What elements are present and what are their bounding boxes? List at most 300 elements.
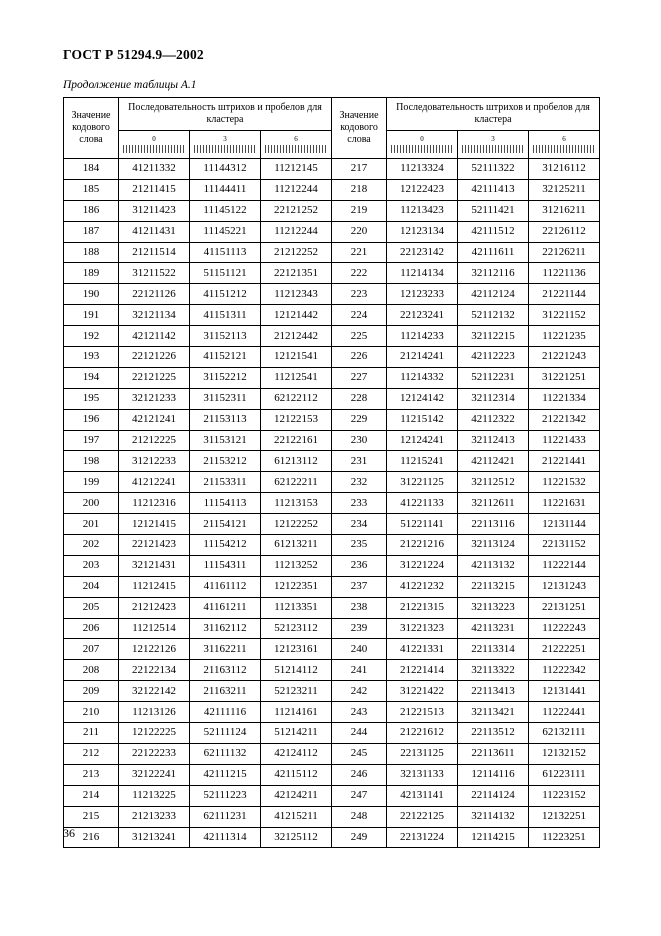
code-value-cell: 227 [332, 367, 387, 388]
table-row [64, 409, 600, 430]
pattern-cell: 41161112 [190, 576, 261, 597]
table-row [64, 702, 600, 723]
pattern-cell: 32121134 [119, 305, 190, 326]
pattern-cell: 52112231 [458, 367, 529, 388]
pattern-cell: 22131224 [387, 827, 458, 848]
table-row [64, 347, 600, 368]
code-value-cell: 243 [332, 702, 387, 723]
pattern-cell: 41221331 [387, 639, 458, 660]
pattern-cell: 21221315 [387, 597, 458, 618]
pattern-cell: 11212244 [261, 221, 332, 242]
pattern-cell: 21212252 [261, 242, 332, 263]
pattern-cell: 21163211 [190, 681, 261, 702]
pattern-cell: 21221144 [529, 284, 600, 305]
pattern-cell: 61213211 [261, 535, 332, 556]
pattern-cell: 21221414 [387, 660, 458, 681]
bar-pattern-icon [194, 145, 256, 153]
pattern-cell: 11213324 [387, 159, 458, 180]
pattern-cell: 52111124 [190, 723, 261, 744]
pattern-cell: 12123134 [387, 221, 458, 242]
pattern-cell: 11145221 [190, 221, 261, 242]
code-value-cell: 211 [64, 723, 119, 744]
pattern-cell: 42111512 [458, 221, 529, 242]
code-value-cell: 249 [332, 827, 387, 848]
pattern-cell: 12122225 [119, 723, 190, 744]
bar-space-header-left: Последовательность штрихов и пробелов для кластера [119, 98, 332, 131]
pattern-cell: 31221422 [387, 681, 458, 702]
pattern-cell: 32125211 [529, 179, 600, 200]
pattern-cell: 21213233 [119, 806, 190, 827]
pattern-cell: 41151113 [190, 242, 261, 263]
pattern-cell: 22113611 [458, 743, 529, 764]
code-value-cell: 246 [332, 764, 387, 785]
pattern-cell: 11154311 [190, 555, 261, 576]
pattern-cell: 42111611 [458, 242, 529, 263]
pattern-cell: 11212415 [119, 576, 190, 597]
pattern-cell: 12124241 [387, 430, 458, 451]
pattern-cell: 21222251 [529, 639, 600, 660]
table-row [64, 451, 600, 472]
pattern-cell: 52112132 [458, 305, 529, 326]
pattern-cell: 12122423 [387, 179, 458, 200]
pattern-cell: 31221224 [387, 555, 458, 576]
pattern-cell: 51221141 [387, 514, 458, 535]
pattern-cell: 31212233 [119, 451, 190, 472]
bar-space-header-right: Последовательность штрихов и пробелов для кластера [387, 98, 600, 131]
pattern-cell: 12123161 [261, 639, 332, 660]
code-value-cell: 234 [332, 514, 387, 535]
table-row [64, 388, 600, 409]
pattern-cell: 22126211 [529, 242, 600, 263]
pattern-cell: 51214211 [261, 723, 332, 744]
pattern-cell: 11215241 [387, 451, 458, 472]
cluster-header [261, 131, 332, 159]
table-row [64, 597, 600, 618]
pattern-cell: 11212514 [119, 618, 190, 639]
code-value-cell: 228 [332, 388, 387, 409]
pattern-cell: 12114116 [458, 764, 529, 785]
pattern-cell: 32112215 [458, 326, 529, 347]
cluster-label: 0 [152, 135, 156, 143]
pattern-cell: 22113512 [458, 723, 529, 744]
pattern-cell: 11221631 [529, 493, 600, 514]
pattern-cell: 31153121 [190, 430, 261, 451]
table-row [64, 514, 600, 535]
code-value-cell: 185 [64, 179, 119, 200]
table-row [64, 535, 600, 556]
pattern-cell: 22122161 [261, 430, 332, 451]
pattern-cell: 51151121 [190, 263, 261, 284]
table-row [64, 263, 600, 284]
pattern-cell: 11144411 [190, 179, 261, 200]
pattern-cell: 11222243 [529, 618, 600, 639]
pattern-cell: 62111231 [190, 806, 261, 827]
code-value-cell: 191 [64, 305, 119, 326]
code-value-cell: 216 [64, 827, 119, 848]
code-value-cell: 201 [64, 514, 119, 535]
bar-pattern-icon [533, 145, 595, 153]
pattern-cell: 42111116 [190, 702, 261, 723]
pattern-cell: 21214241 [387, 347, 458, 368]
code-value-cell: 237 [332, 576, 387, 597]
table-caption: Продолжение таблицы А.1 [63, 79, 197, 91]
pattern-cell: 22121225 [119, 367, 190, 388]
table-row [64, 639, 600, 660]
table-row [64, 179, 600, 200]
cluster-label: 6 [562, 135, 566, 143]
pattern-cell: 31152113 [190, 326, 261, 347]
pattern-cell: 41161211 [190, 597, 261, 618]
pattern-cell: 31221251 [529, 367, 600, 388]
table-row [64, 723, 600, 744]
pattern-cell: 22131152 [529, 535, 600, 556]
pattern-cell: 11222144 [529, 555, 600, 576]
pattern-cell: 22113116 [458, 514, 529, 535]
code-value-cell: 218 [332, 179, 387, 200]
code-value-cell: 215 [64, 806, 119, 827]
pattern-cell: 32131133 [387, 764, 458, 785]
pattern-cell: 32113223 [458, 597, 529, 618]
code-value-cell: 225 [332, 326, 387, 347]
table-row [64, 472, 600, 493]
pattern-cell: 21153212 [190, 451, 261, 472]
code-value-cell: 221 [332, 242, 387, 263]
code-value-cell: 196 [64, 409, 119, 430]
pattern-cell: 31211522 [119, 263, 190, 284]
table-row [64, 827, 600, 848]
pattern-cell: 32122142 [119, 681, 190, 702]
pattern-cell: 12124142 [387, 388, 458, 409]
pattern-cell: 42121142 [119, 326, 190, 347]
pattern-cell: 42112421 [458, 451, 529, 472]
pattern-cell: 41212241 [119, 472, 190, 493]
pattern-cell: 11144312 [190, 159, 261, 180]
pattern-cell: 11213423 [387, 200, 458, 221]
pattern-cell: 21154121 [190, 514, 261, 535]
pattern-cell: 21221612 [387, 723, 458, 744]
page-number: 36 [63, 826, 75, 840]
pattern-cell: 32112413 [458, 430, 529, 451]
pattern-cell: 61213112 [261, 451, 332, 472]
pattern-cell: 11221532 [529, 472, 600, 493]
cluster-header [458, 131, 529, 159]
pattern-cell: 52111421 [458, 200, 529, 221]
pattern-cell: 12132152 [529, 743, 600, 764]
table-row [64, 284, 600, 305]
table-row [64, 576, 600, 597]
pattern-cell: 41221133 [387, 493, 458, 514]
pattern-cell: 21221513 [387, 702, 458, 723]
code-value-cell: 200 [64, 493, 119, 514]
table-row [64, 159, 600, 180]
pattern-cell: 31221125 [387, 472, 458, 493]
code-value-cell: 208 [64, 660, 119, 681]
pattern-cell: 11212244 [261, 179, 332, 200]
pattern-cell: 42131141 [387, 785, 458, 806]
pattern-cell: 31221152 [529, 305, 600, 326]
pattern-cell: 32125112 [261, 827, 332, 848]
pattern-cell: 22114124 [458, 785, 529, 806]
pattern-cell: 21221216 [387, 535, 458, 556]
pattern-cell: 22121351 [261, 263, 332, 284]
pattern-cell: 42112124 [458, 284, 529, 305]
pattern-cell: 12132251 [529, 806, 600, 827]
pattern-cell: 31216112 [529, 159, 600, 180]
cluster-label: 6 [294, 135, 298, 143]
cluster-label: 3 [491, 135, 495, 143]
pattern-cell: 42113132 [458, 555, 529, 576]
pattern-cell: 11214332 [387, 367, 458, 388]
code-value-cell: 210 [64, 702, 119, 723]
pattern-cell: 12122153 [261, 409, 332, 430]
pattern-cell: 12131243 [529, 576, 600, 597]
bar-pattern-icon [265, 145, 327, 153]
pattern-cell: 11222342 [529, 660, 600, 681]
cluster-header [119, 131, 190, 159]
pattern-cell: 31162112 [190, 618, 261, 639]
code-value-cell: 248 [332, 806, 387, 827]
pattern-cell: 31216211 [529, 200, 600, 221]
code-value-cell: 192 [64, 326, 119, 347]
pattern-cell: 31213241 [119, 827, 190, 848]
pattern-cell: 41152121 [190, 347, 261, 368]
pattern-cell: 22121226 [119, 347, 190, 368]
table-row [64, 200, 600, 221]
table-row [64, 618, 600, 639]
pattern-cell: 11222441 [529, 702, 600, 723]
pattern-cell: 11213225 [119, 785, 190, 806]
pattern-cell: 42111215 [190, 764, 261, 785]
code-value-cell: 213 [64, 764, 119, 785]
code-value-cell: 220 [332, 221, 387, 242]
pattern-cell: 42111314 [190, 827, 261, 848]
code-value-cell: 198 [64, 451, 119, 472]
code-value-cell: 195 [64, 388, 119, 409]
pattern-cell: 52111322 [458, 159, 529, 180]
pattern-cell: 11154212 [190, 535, 261, 556]
pattern-cell: 11214161 [261, 702, 332, 723]
code-value-header-right: Значение кодового слова [332, 98, 387, 159]
bar-pattern-icon [391, 145, 453, 153]
pattern-cell: 32121431 [119, 555, 190, 576]
code-value-cell: 245 [332, 743, 387, 764]
pattern-cell: 11214233 [387, 326, 458, 347]
code-value-cell: 240 [332, 639, 387, 660]
pattern-cell: 12121442 [261, 305, 332, 326]
pattern-cell: 11221235 [529, 326, 600, 347]
pattern-cell: 21153113 [190, 409, 261, 430]
code-value-cell: 222 [332, 263, 387, 284]
pattern-cell: 12122126 [119, 639, 190, 660]
pattern-cell: 11212316 [119, 493, 190, 514]
pattern-cell: 21211415 [119, 179, 190, 200]
pattern-cell: 52111223 [190, 785, 261, 806]
pattern-cell: 41151212 [190, 284, 261, 305]
code-value-cell: 247 [332, 785, 387, 806]
pattern-cell: 22122134 [119, 660, 190, 681]
table-row [64, 764, 600, 785]
pattern-cell: 62122112 [261, 388, 332, 409]
pattern-cell: 32114132 [458, 806, 529, 827]
pattern-cell: 11213153 [261, 493, 332, 514]
pattern-cell: 32112116 [458, 263, 529, 284]
pattern-cell: 22113314 [458, 639, 529, 660]
code-value-cell: 189 [64, 263, 119, 284]
pattern-cell: 11215142 [387, 409, 458, 430]
pattern-cell: 12121541 [261, 347, 332, 368]
cluster-header [190, 131, 261, 159]
pattern-cell: 42115112 [261, 764, 332, 785]
pattern-cell: 12131144 [529, 514, 600, 535]
pattern-cell: 42124211 [261, 785, 332, 806]
code-value-cell: 214 [64, 785, 119, 806]
code-value-cell: 203 [64, 555, 119, 576]
pattern-cell: 31162211 [190, 639, 261, 660]
pattern-cell: 41211431 [119, 221, 190, 242]
pattern-cell: 32112512 [458, 472, 529, 493]
pattern-cell: 22122233 [119, 743, 190, 764]
code-value-cell: 212 [64, 743, 119, 764]
pattern-cell: 42124112 [261, 743, 332, 764]
bar-pattern-icon [123, 145, 185, 153]
code-value-cell: 188 [64, 242, 119, 263]
code-value-cell: 223 [332, 284, 387, 305]
pattern-cell: 21163112 [190, 660, 261, 681]
pattern-cell: 31152212 [190, 367, 261, 388]
pattern-cell: 12131441 [529, 681, 600, 702]
code-value-cell: 226 [332, 347, 387, 368]
pattern-cell: 21221243 [529, 347, 600, 368]
pattern-cell: 11145122 [190, 200, 261, 221]
code-value-cell: 186 [64, 200, 119, 221]
pattern-cell: 32112314 [458, 388, 529, 409]
pattern-cell: 22113413 [458, 681, 529, 702]
table-row [64, 326, 600, 347]
pattern-cell: 11212145 [261, 159, 332, 180]
code-value-cell: 241 [332, 660, 387, 681]
code-value-cell: 204 [64, 576, 119, 597]
pattern-cell: 11213252 [261, 555, 332, 576]
pattern-cell: 32112611 [458, 493, 529, 514]
table-row [64, 681, 600, 702]
pattern-cell: 21221342 [529, 409, 600, 430]
pattern-cell: 22126112 [529, 221, 600, 242]
pattern-cell: 42113231 [458, 618, 529, 639]
code-value-cell: 230 [332, 430, 387, 451]
pattern-cell: 22113215 [458, 576, 529, 597]
cluster-label: 0 [420, 135, 424, 143]
code-value-cell: 209 [64, 681, 119, 702]
pattern-cell: 11213351 [261, 597, 332, 618]
code-value-cell: 199 [64, 472, 119, 493]
code-value-header-left: Значение кодового слова [64, 98, 119, 159]
pattern-cell: 31221323 [387, 618, 458, 639]
code-value-cell: 184 [64, 159, 119, 180]
code-value-cell: 217 [332, 159, 387, 180]
pattern-cell: 32122241 [119, 764, 190, 785]
pattern-cell: 61223111 [529, 764, 600, 785]
code-value-cell: 236 [332, 555, 387, 576]
code-value-cell: 205 [64, 597, 119, 618]
pattern-cell: 42112322 [458, 409, 529, 430]
code-value-cell: 187 [64, 221, 119, 242]
cluster-header [529, 131, 600, 159]
table-row [64, 493, 600, 514]
pattern-cell: 42112223 [458, 347, 529, 368]
pattern-cell: 22131125 [387, 743, 458, 764]
code-value-cell: 235 [332, 535, 387, 556]
code-value-cell: 229 [332, 409, 387, 430]
pattern-cell: 22123142 [387, 242, 458, 263]
pattern-cell: 41151311 [190, 305, 261, 326]
code-value-cell: 207 [64, 639, 119, 660]
pattern-cell: 21211514 [119, 242, 190, 263]
pattern-cell: 21212423 [119, 597, 190, 618]
table-body [64, 159, 600, 848]
table-row [64, 555, 600, 576]
code-value-cell: 193 [64, 347, 119, 368]
pattern-cell: 62111132 [190, 743, 261, 764]
code-value-cell: 224 [332, 305, 387, 326]
code-value-cell: 194 [64, 367, 119, 388]
code-value-cell: 244 [332, 723, 387, 744]
code-value-cell: 232 [332, 472, 387, 493]
pattern-cell: 11221433 [529, 430, 600, 451]
table-row [64, 743, 600, 764]
pattern-cell: 21221441 [529, 451, 600, 472]
pattern-cell: 12123233 [387, 284, 458, 305]
pattern-cell: 22123241 [387, 305, 458, 326]
pattern-cell: 32113124 [458, 535, 529, 556]
pattern-cell: 42111413 [458, 179, 529, 200]
pattern-cell: 21212225 [119, 430, 190, 451]
table-row [64, 367, 600, 388]
pattern-cell: 21212442 [261, 326, 332, 347]
code-value-cell: 233 [332, 493, 387, 514]
table-row [64, 221, 600, 242]
table-row [64, 305, 600, 326]
pattern-cell: 11154113 [190, 493, 261, 514]
pattern-cell: 11212343 [261, 284, 332, 305]
pattern-cell: 11221136 [529, 263, 600, 284]
pattern-cell: 11223251 [529, 827, 600, 848]
pattern-cell: 41221232 [387, 576, 458, 597]
code-value-cell: 202 [64, 535, 119, 556]
code-value-cell: 239 [332, 618, 387, 639]
pattern-cell: 32113421 [458, 702, 529, 723]
code-value-cell: 190 [64, 284, 119, 305]
pattern-cell: 22131251 [529, 597, 600, 618]
document-header: ГОСТ Р 51294.9—2002 [63, 47, 204, 62]
cluster-header [387, 131, 458, 159]
pattern-cell: 32121233 [119, 388, 190, 409]
pattern-cell: 52123211 [261, 681, 332, 702]
pattern-cell: 62122211 [261, 472, 332, 493]
pattern-cell: 62132111 [529, 723, 600, 744]
code-value-cell: 219 [332, 200, 387, 221]
cluster-label: 3 [223, 135, 227, 143]
table-row [64, 660, 600, 681]
pattern-cell: 31152311 [190, 388, 261, 409]
pattern-cell: 12122252 [261, 514, 332, 535]
pattern-cell: 11214134 [387, 263, 458, 284]
pattern-cell: 32113322 [458, 660, 529, 681]
pattern-cell: 21153311 [190, 472, 261, 493]
pattern-cell: 11223152 [529, 785, 600, 806]
code-value-cell: 238 [332, 597, 387, 618]
pattern-cell: 52123112 [261, 618, 332, 639]
pattern-cell: 12122351 [261, 576, 332, 597]
